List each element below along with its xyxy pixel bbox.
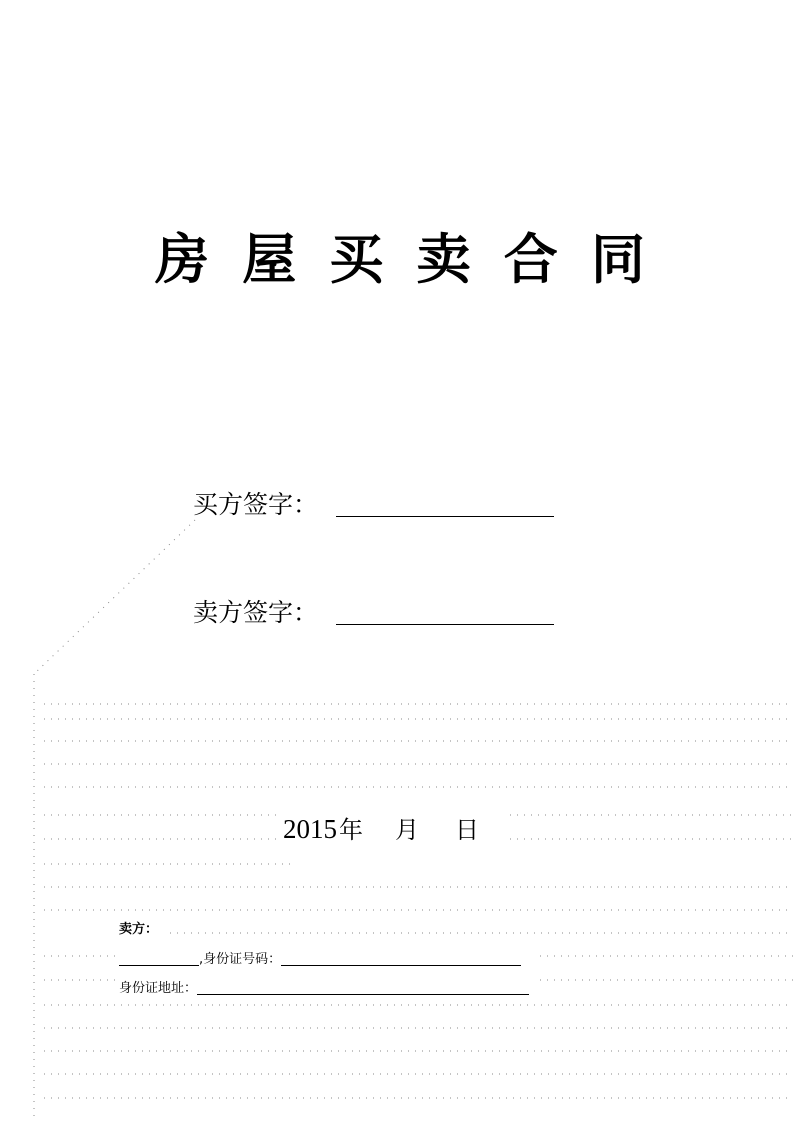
seller-name-line[interactable] (119, 965, 199, 966)
title-char: 合 (503, 228, 558, 291)
id-address-label: 身份证地址： (119, 981, 198, 996)
seller-id-address-row (119, 981, 529, 997)
id-number-label: ,身份证号码： (199, 952, 282, 967)
buyer-signature-row (193, 486, 554, 520)
buyer-signature-line[interactable] (336, 516, 554, 517)
date-year: 2015 (283, 814, 337, 844)
contract-date (283, 812, 479, 847)
title-char: 屋 (242, 228, 297, 291)
contract-title (150, 228, 650, 292)
title-char: 同 (590, 228, 645, 291)
seller-id-number-row (119, 952, 521, 968)
id-address-line[interactable] (197, 994, 529, 995)
seller-signature-line[interactable] (336, 624, 554, 625)
dotted-diagonal-line (34, 520, 195, 674)
seller-label: 卖方： (119, 922, 159, 937)
date-year-unit: 年 (339, 816, 363, 844)
title-char: 房 (155, 228, 209, 291)
seller-row (119, 922, 158, 938)
title-char: 买 (329, 228, 384, 291)
buyer-signature-label: 买方签字： (193, 490, 319, 519)
id-number-line[interactable] (281, 965, 521, 966)
title-char: 卖 (416, 228, 471, 291)
date-month-unit: 月 (395, 816, 419, 844)
date-day-unit: 日 (455, 816, 479, 844)
seller-signature-row (193, 594, 554, 628)
seller-signature-label: 卖方签字： (193, 598, 319, 627)
